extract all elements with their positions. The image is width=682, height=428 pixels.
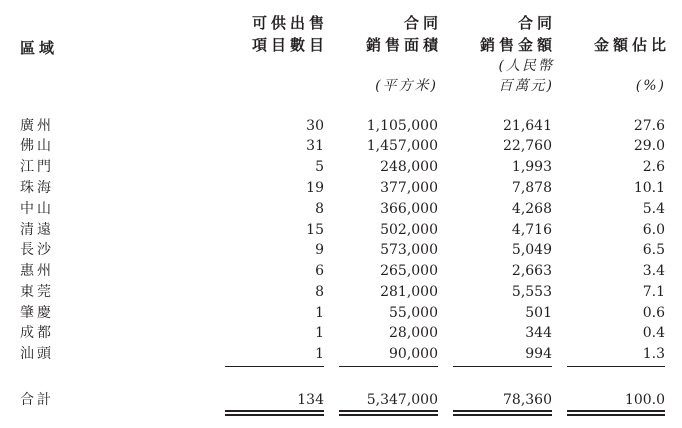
table-row <box>0 178 682 198</box>
subtotal-rule-pct <box>567 366 665 367</box>
amount-cell: 22,760 <box>503 138 552 154</box>
pct-cell: 2.6 <box>642 159 665 175</box>
pct-cell: 1.3 <box>642 346 665 362</box>
area-cell: 366,000 <box>380 201 438 217</box>
pct-cell: 0.6 <box>642 305 665 321</box>
amount-cell: 994 <box>525 346 552 362</box>
table-row <box>0 136 682 156</box>
region-cell: 惠州 <box>20 263 54 279</box>
area-cell: 28,000 <box>389 325 438 341</box>
header-area-line1: 合同 <box>403 14 442 32</box>
total-projects: 134 <box>297 392 324 408</box>
amount-cell: 4,268 <box>511 201 552 217</box>
projects-cell: 8 <box>315 201 324 217</box>
table-row <box>0 240 682 260</box>
total-area: 5,347,000 <box>366 392 438 408</box>
region-cell: 成都 <box>20 325 54 341</box>
total-double-rule-area <box>339 410 438 416</box>
region-cell: 長沙 <box>20 242 54 258</box>
pct-cell: 3.4 <box>642 263 665 279</box>
header-amount-line2: 銷售金額 <box>479 36 556 54</box>
projects-cell: 9 <box>315 242 324 258</box>
area-cell: 1,105,000 <box>366 118 438 134</box>
subtotal-rule-amount <box>453 366 552 367</box>
amount-cell: 4,716 <box>511 222 552 238</box>
table-row <box>0 282 682 302</box>
area-cell: 90,000 <box>389 346 438 362</box>
total-label: 合計 <box>20 392 54 408</box>
header-projects-line2: 項目數目 <box>251 36 328 54</box>
region-cell: 佛山 <box>20 138 54 154</box>
table-row <box>0 220 682 240</box>
header-pct-unit: (%) <box>635 78 666 94</box>
total-amount: 78,360 <box>503 392 552 408</box>
amount-cell: 344 <box>525 325 552 341</box>
region-cell: 珠海 <box>20 180 54 196</box>
total-double-rule-amount <box>453 410 552 416</box>
area-cell: 281,000 <box>380 284 438 300</box>
amount-cell: 2,663 <box>511 263 552 279</box>
pct-cell: 10.1 <box>633 180 665 196</box>
area-cell: 502,000 <box>380 222 438 238</box>
table-row <box>0 261 682 281</box>
area-cell: 1,457,000 <box>366 138 438 154</box>
projects-cell: 1 <box>315 346 324 362</box>
header-area-line2: 銷售面積 <box>365 36 442 54</box>
total-row <box>0 390 682 410</box>
region-cell: 肇慶 <box>20 305 54 321</box>
header-amount-unit-line2: 百萬元) <box>498 78 554 94</box>
table-row <box>0 116 682 136</box>
table-row <box>0 199 682 219</box>
projects-cell: 8 <box>315 284 324 300</box>
pct-cell: 0.4 <box>642 325 665 341</box>
table-row <box>0 157 682 177</box>
header-projects-line1: 可供出售 <box>251 14 328 32</box>
table-row <box>0 323 682 343</box>
area-cell: 55,000 <box>389 305 438 321</box>
amount-cell: 21,641 <box>503 118 552 134</box>
projects-cell: 15 <box>306 222 324 238</box>
projects-cell: 31 <box>306 138 324 154</box>
total-double-rule-projects <box>225 410 324 416</box>
region-cell: 江門 <box>20 159 54 175</box>
region-cell: 清遠 <box>20 222 54 238</box>
projects-cell: 1 <box>315 305 324 321</box>
projects-cell: 1 <box>315 325 324 341</box>
region-cell: 中山 <box>20 201 54 217</box>
amount-cell: 7,878 <box>511 180 552 196</box>
amount-cell: 501 <box>525 305 552 321</box>
area-cell: 377,000 <box>380 180 438 196</box>
pct-cell: 6.0 <box>642 222 665 238</box>
header-amount-unit-line1: (人民幣 <box>498 58 554 74</box>
area-cell: 248,000 <box>380 159 438 175</box>
projects-cell: 6 <box>315 263 324 279</box>
table-row <box>0 303 682 323</box>
pct-cell: 27.6 <box>633 118 665 134</box>
region-cell: 廣州 <box>20 118 54 134</box>
header-pct-line1: 金額佔比 <box>593 36 670 54</box>
subtotal-rule-area <box>339 366 438 367</box>
header-region: 區域 <box>20 39 59 57</box>
amount-cell: 5,553 <box>511 284 552 300</box>
subtotal-rule-projects <box>225 366 324 367</box>
total-double-rule-pct <box>567 410 665 416</box>
region-cell: 東莞 <box>20 284 54 300</box>
header-amount-line1: 合同 <box>517 14 556 32</box>
table-row <box>0 344 682 364</box>
pct-cell: 29.0 <box>633 138 665 154</box>
header-area-unit: (平方米) <box>375 78 438 94</box>
pct-cell: 7.1 <box>642 284 665 300</box>
area-cell: 573,000 <box>380 242 438 258</box>
region-cell: 汕頭 <box>20 346 54 362</box>
area-cell: 265,000 <box>380 263 438 279</box>
projects-cell: 19 <box>306 180 324 196</box>
pct-cell: 6.5 <box>642 242 665 258</box>
pct-cell: 5.4 <box>642 201 665 217</box>
amount-cell: 1,993 <box>511 159 552 175</box>
total-pct: 100.0 <box>624 392 665 408</box>
amount-cell: 5,049 <box>511 242 552 258</box>
projects-cell: 30 <box>306 118 324 134</box>
projects-cell: 5 <box>315 159 324 175</box>
